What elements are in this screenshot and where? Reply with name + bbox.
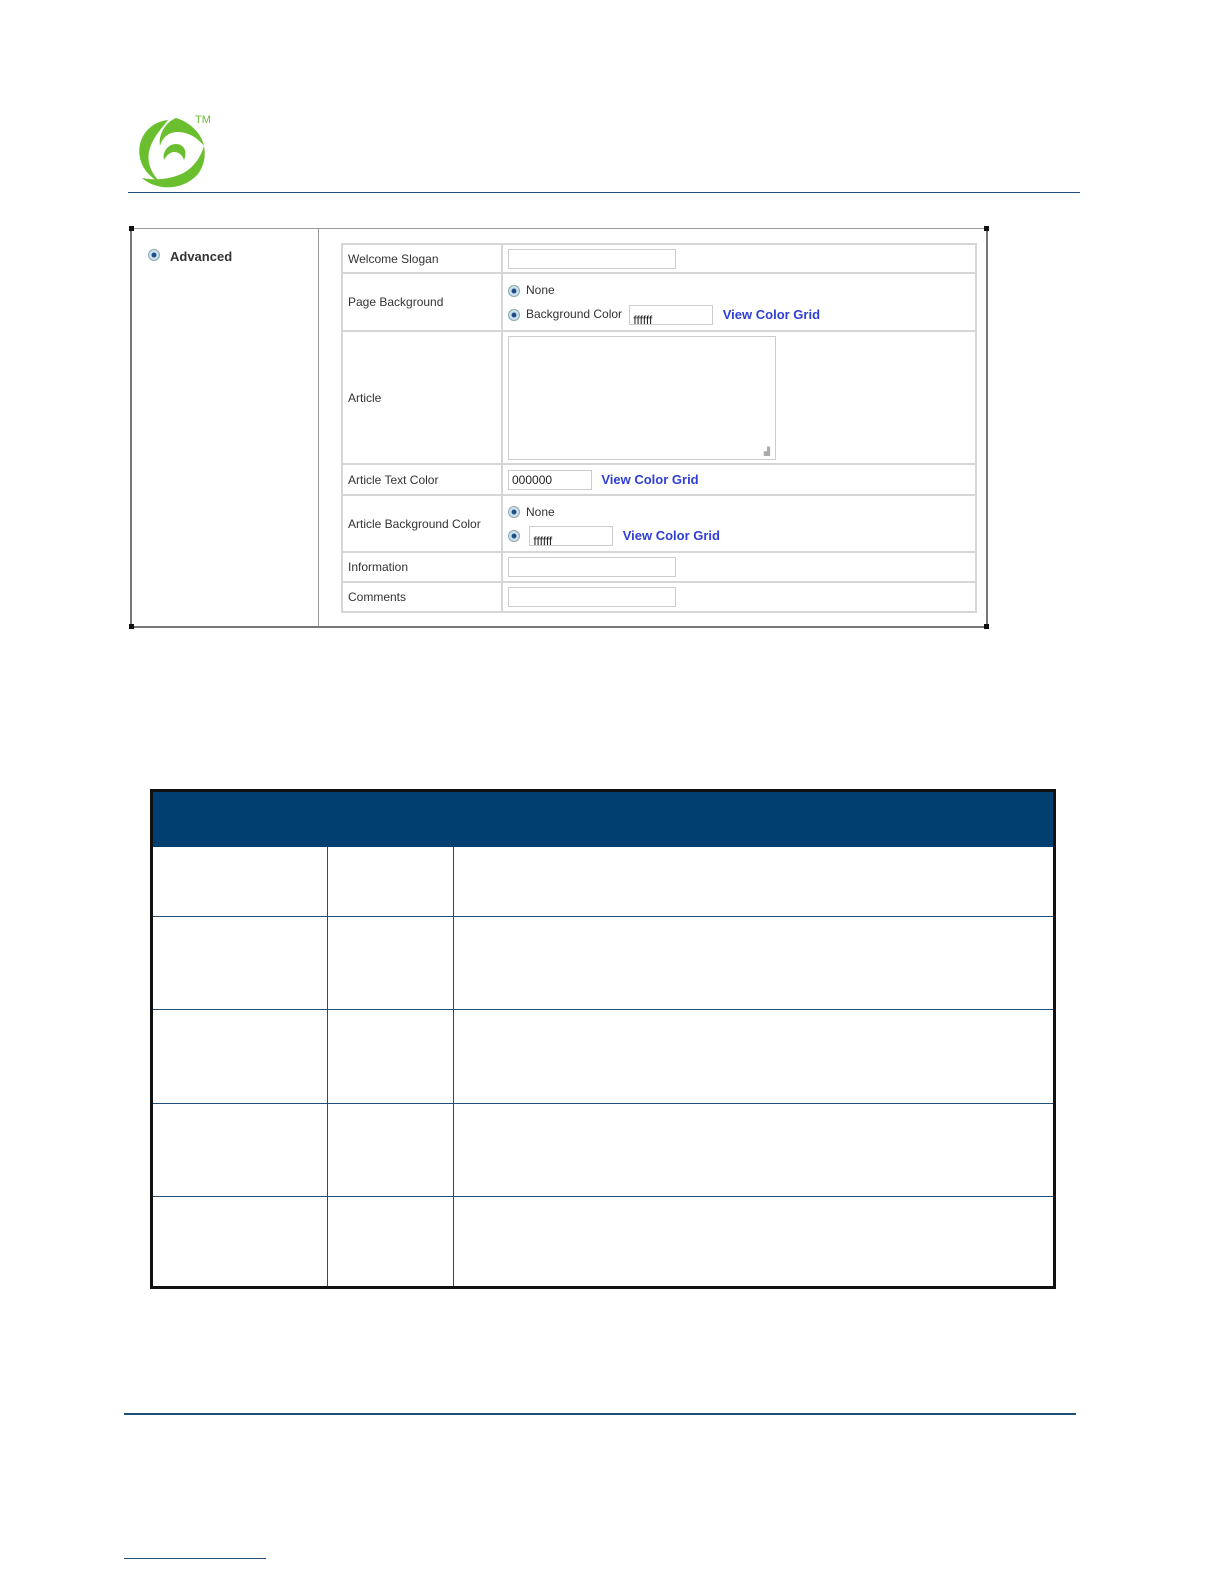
article-label: Article — [342, 331, 502, 464]
page-background-none-label: None — [526, 283, 555, 297]
page-background-color-radio[interactable] — [508, 309, 520, 321]
table-row-divider — [153, 1196, 1053, 1197]
page-background-none-option — [508, 278, 970, 302]
form-row — [342, 582, 976, 612]
article-text-color-label: Article Text Color — [342, 464, 502, 495]
form-row — [342, 331, 976, 464]
article-background-color-option — [508, 524, 970, 548]
table-header — [153, 792, 1053, 847]
form-row — [342, 273, 976, 331]
article-background-none-radio[interactable] — [508, 506, 520, 518]
article-background-color-label: Article Background Color — [342, 495, 502, 552]
article-cell — [502, 331, 976, 464]
form-row — [342, 495, 976, 552]
page-background-label: Page Background — [342, 273, 502, 331]
welcome-slogan-label: Welcome Slogan — [342, 244, 502, 273]
resize-grip-icon[interactable]: ▟ — [763, 446, 770, 456]
article-background-color-cell — [502, 495, 976, 552]
table-row-divider — [153, 916, 1053, 917]
form-row — [342, 244, 976, 273]
form-row — [342, 552, 976, 582]
article-background-color-radio[interactable] — [508, 530, 520, 542]
page-background-color-input[interactable]: ffffff — [629, 305, 713, 325]
trademark-mark: TM — [195, 114, 211, 126]
page-background-color-option — [508, 302, 970, 326]
article-text-color-input[interactable]: 000000 — [508, 470, 592, 490]
table-row-divider — [153, 1009, 1053, 1010]
footnote-rule — [124, 1558, 266, 1559]
article-text-color-cell — [502, 464, 976, 495]
information-cell — [502, 552, 976, 582]
footer-rule — [124, 1413, 1076, 1415]
advanced-label: Advanced — [170, 249, 233, 264]
table-column-divider — [327, 847, 328, 1286]
form-row — [342, 464, 976, 495]
comments-label: Comments — [342, 582, 502, 612]
settings-form-table — [341, 243, 977, 613]
article-background-color-input[interactable]: ffffff — [529, 526, 613, 546]
page-background-color-grid-link[interactable]: View Color Grid — [722, 306, 821, 322]
table-column-divider — [453, 847, 454, 1286]
article-background-none-label: None — [526, 504, 555, 519]
article-text-color-grid-link[interactable]: View Color Grid — [601, 472, 699, 487]
article-background-none-option — [508, 500, 970, 524]
frame-corner — [984, 624, 989, 629]
advanced-radio[interactable] — [148, 249, 160, 261]
comments-cell — [502, 582, 976, 612]
welcome-slogan-cell — [502, 244, 976, 273]
frame-corner — [984, 226, 989, 231]
article-background-color-grid-link[interactable]: View Color Grid — [622, 528, 720, 544]
header-rule — [128, 192, 1080, 193]
table-row-divider — [153, 1103, 1053, 1104]
settings-screenshot — [130, 228, 988, 628]
comments-input[interactable] — [508, 587, 676, 607]
information-input[interactable] — [508, 557, 676, 577]
page-background-color-label: Background Color — [526, 307, 623, 321]
welcome-slogan-input[interactable] — [508, 249, 676, 269]
section-column — [132, 229, 319, 626]
document-table — [150, 789, 1056, 1289]
information-label: Information — [342, 552, 502, 582]
article-textarea[interactable] — [508, 336, 776, 460]
page-background-none-radio[interactable] — [508, 285, 520, 297]
page-background-cell — [502, 273, 976, 331]
